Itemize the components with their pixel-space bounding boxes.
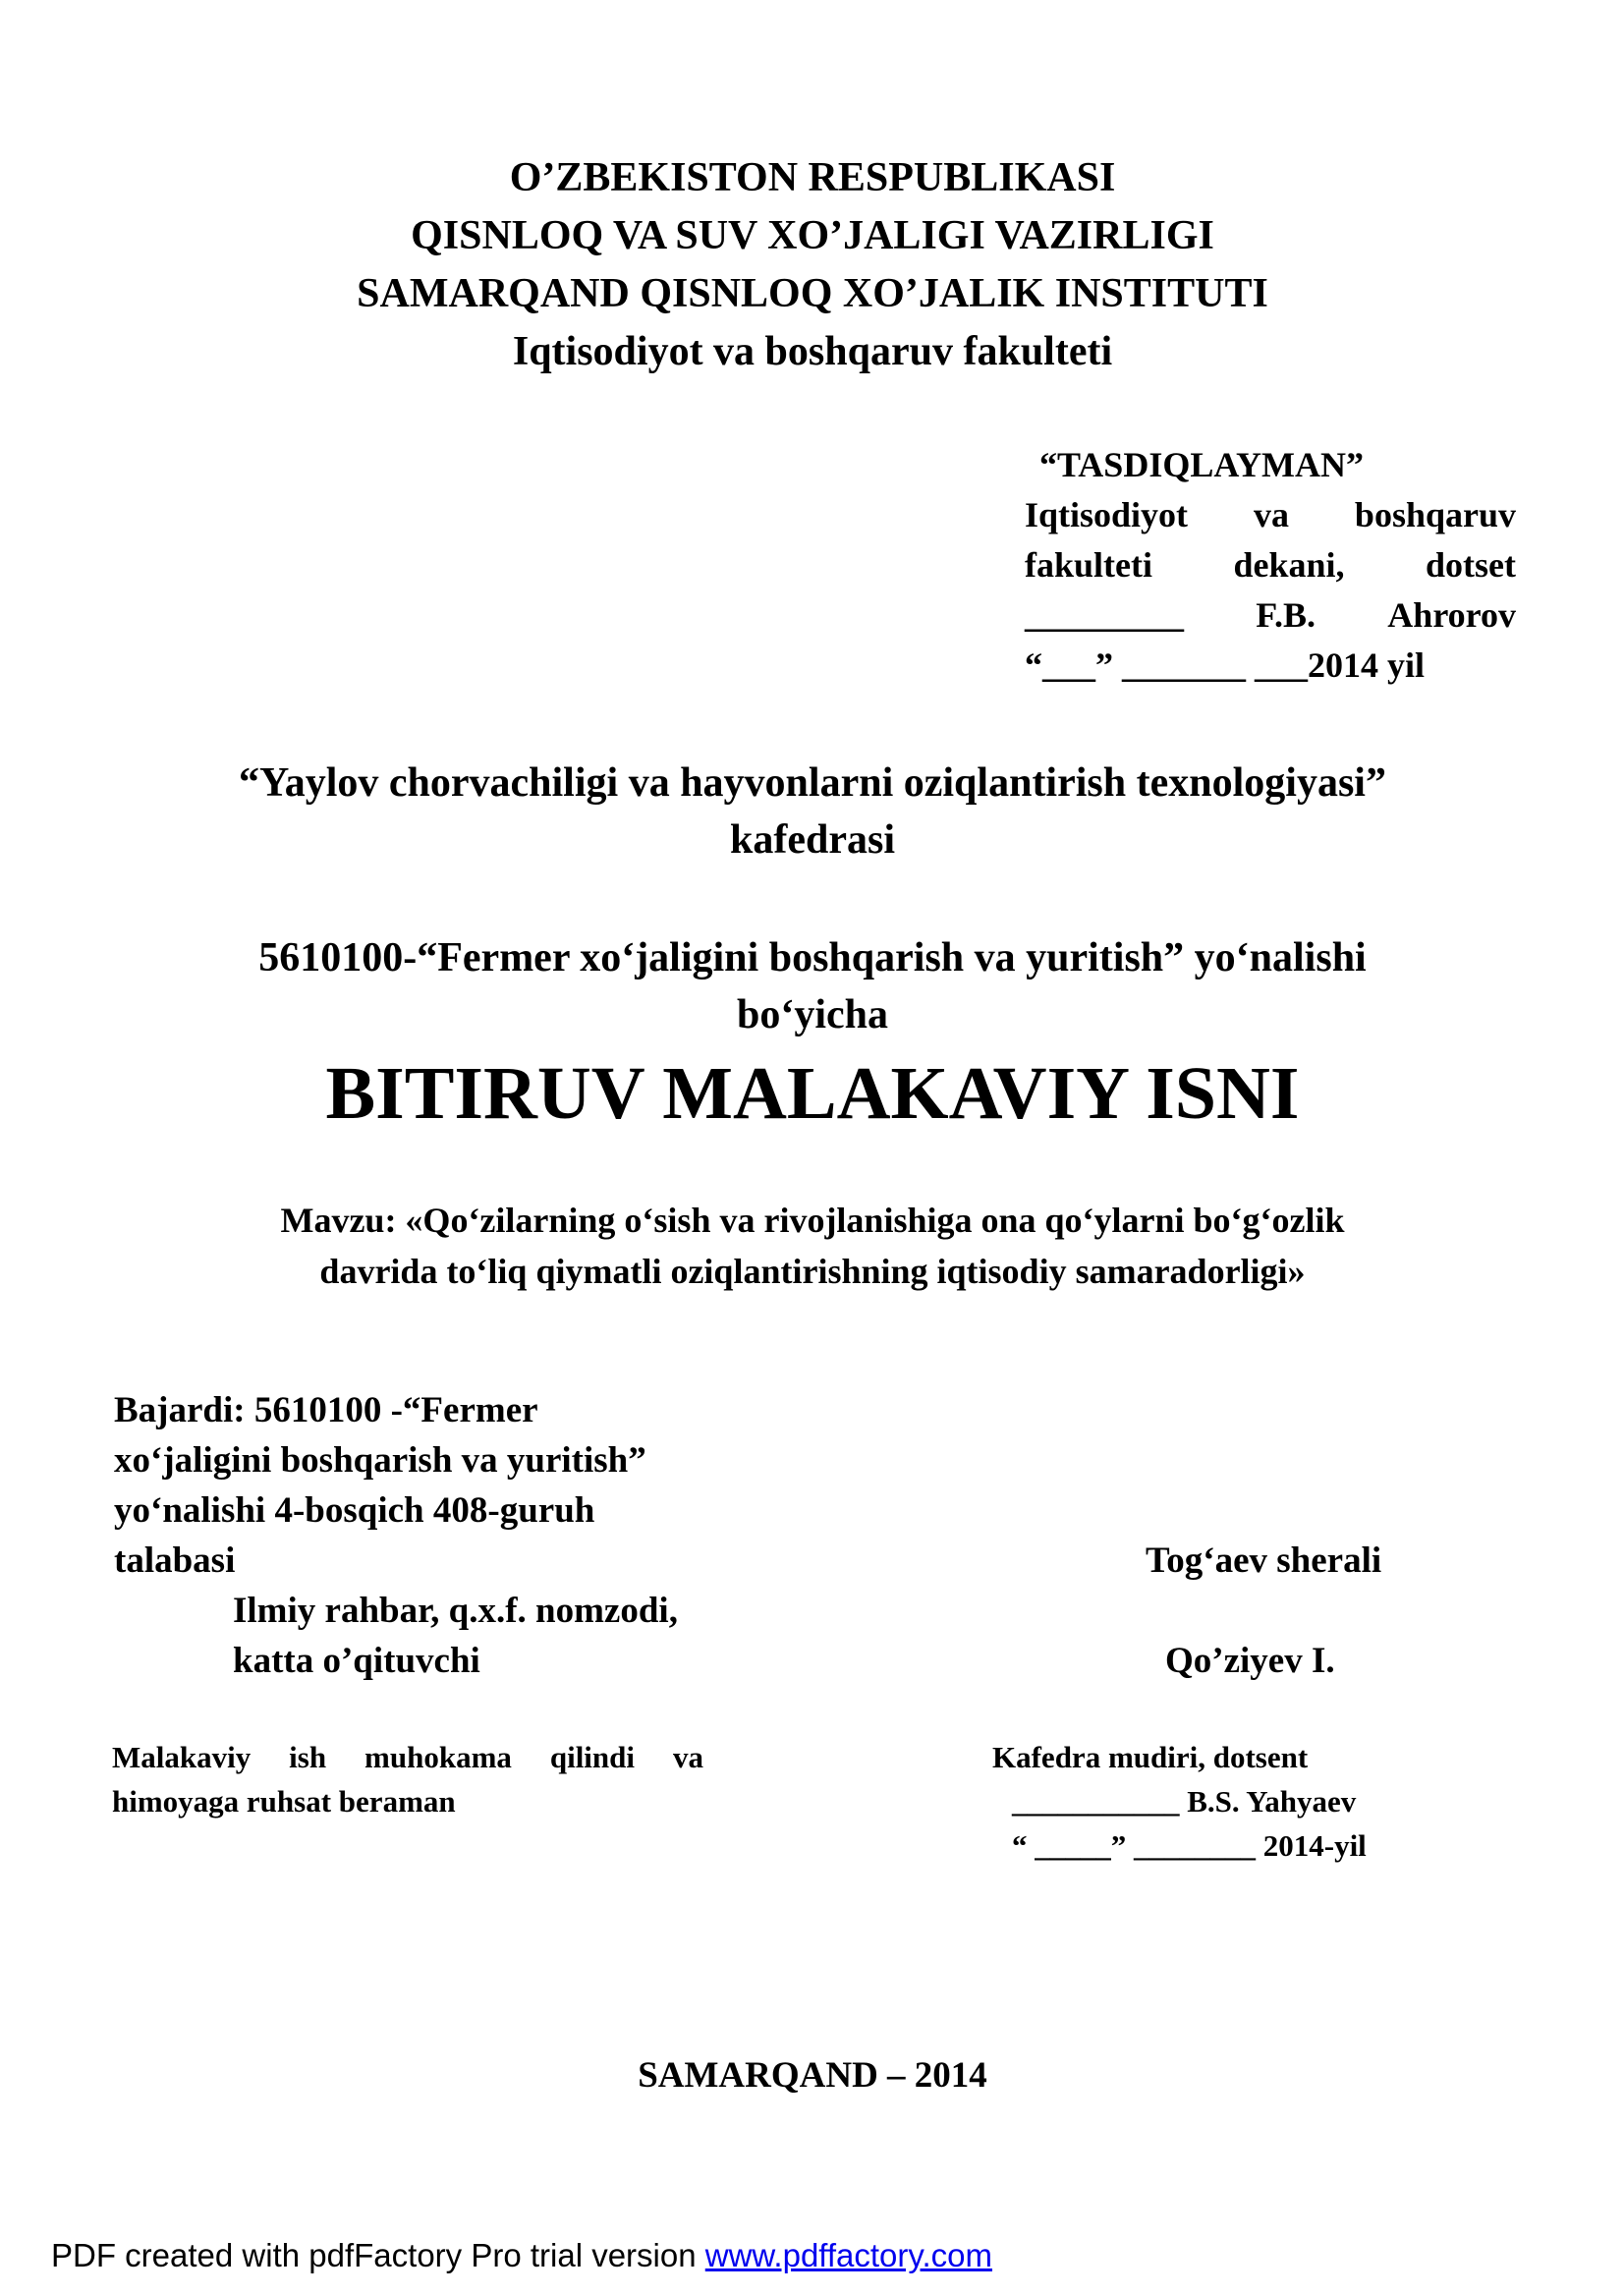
- advisor-line-1: Ilmiy rahbar, q.x.f. nomzodi,: [233, 1591, 678, 1631]
- head-of-department-signature: ___________ B.S. Yahyaev: [1012, 1784, 1357, 1819]
- header-line-republic: O’ZBEKISTON RESPUBLIKASI: [509, 155, 1116, 200]
- header-line-institute: SAMARQAND QISNLOQ XO’JALIK INSTITUTI: [357, 271, 1268, 316]
- direction-line-1: 5610100-“Fermer xo‘jaligini boshqarish va yuritish” yo‘nalishi: [258, 935, 1367, 980]
- topic-block: [0, 1195, 1624, 1297]
- city-year: SAMARQAND – 2014: [638, 2055, 987, 2096]
- discussion-line-1: Malakaviy ish muhokama qilindi va: [112, 1740, 703, 1774]
- performer-line-2: xo‘jaligini boshqarish va yuritish”: [114, 1440, 646, 1481]
- approval-signature-line: _________ F.B. Ahrorov: [1025, 595, 1516, 635]
- direction-block: [0, 929, 1624, 1043]
- advisor-block: [233, 1586, 678, 1686]
- advisor-line-2: katta o’qituvchi: [233, 1641, 480, 1681]
- head-of-department-date: “ _____” ________ 2014-yil: [1012, 1828, 1367, 1863]
- topic-line-2: davrida to‘liq qiymatli oziqlantirishning iqtisodiy samaradorligi»: [319, 1252, 1306, 1291]
- performer-name: Tog‘aev sherali: [1146, 1540, 1382, 1581]
- approval-line-2: fakulteti dekani, dotset: [1025, 545, 1516, 585]
- footer-text: PDF created with pdfFactory Pro trial version: [51, 2237, 705, 2273]
- document-title: BITIRUV MALAKAVIY ISNI: [325, 1052, 1300, 1135]
- head-of-department-block: [992, 1735, 1367, 1868]
- topic-line-1: Mavzu: «Qo‘zilarning o‘sish va rivojlanishiga ona qo‘ylarni bo‘g‘ozlik: [280, 1201, 1345, 1240]
- approval-date: “___” _______ ___2014 yil: [1025, 645, 1426, 685]
- department-label: kafedrasi: [730, 817, 895, 863]
- footer-link[interactable]: www.pdffactory.com: [704, 2237, 992, 2273]
- approval-block: [1025, 440, 1516, 691]
- header-line-faculty: Iqtisodiyot va boshqaruv fakulteti: [512, 329, 1113, 374]
- performer-block: [114, 1385, 646, 1586]
- approval-line-1: Iqtisodiyot va boshqaruv: [1025, 495, 1516, 534]
- performer-line-4: talabasi: [114, 1540, 236, 1581]
- institution-header: [0, 149, 1624, 381]
- direction-line-2: bo‘yicha: [736, 992, 888, 1037]
- discussion-block: [112, 1735, 703, 1823]
- department-name: “Yaylov chorvachiligi va hayvonlarni oziqlantirish texnologiyasi”: [239, 760, 1386, 806]
- header-line-ministry: QISNLOQ VA SUV XO’JALIGI VAZIRLIGI: [411, 213, 1214, 258]
- approval-title: “TASDIQLAYMAN”: [1038, 445, 1365, 484]
- performer-line-1: Bajardi: 5610100 -“Fermer: [114, 1390, 538, 1430]
- head-of-department-title: Kafedra mudiri, dotsent: [992, 1740, 1309, 1774]
- performer-line-3: yo‘nalishi 4-bosqich 408-guruh: [114, 1490, 595, 1531]
- discussion-line-2: himoyaga ruhsat beraman: [112, 1784, 456, 1819]
- pdf-footer: [51, 2236, 992, 2275]
- advisor-name: Qo’ziyev I.: [1165, 1641, 1335, 1681]
- department-block: [0, 755, 1624, 868]
